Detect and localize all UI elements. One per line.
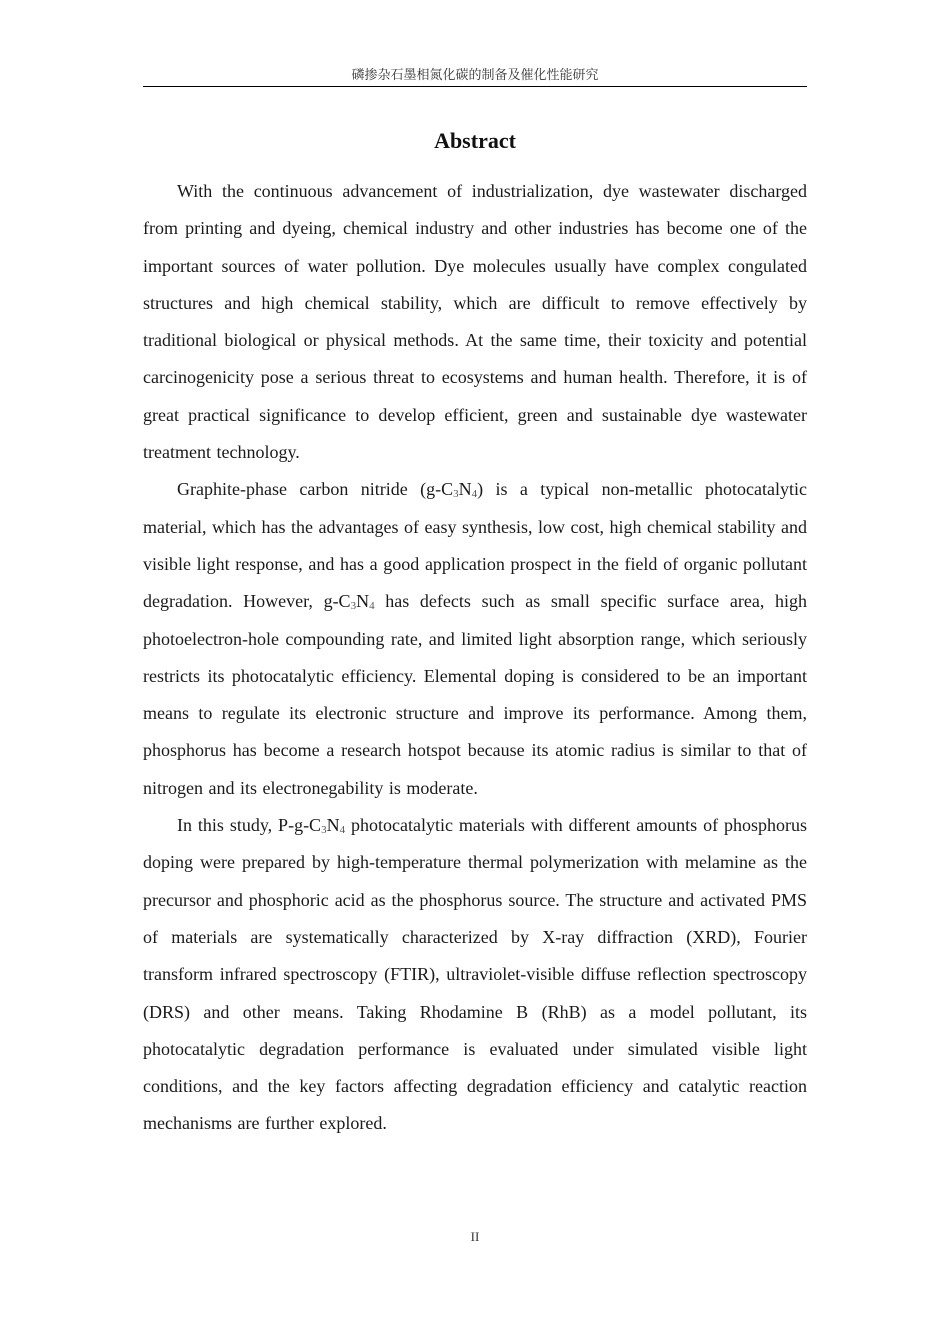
text-run: Graphite-phase carbon nitride (g-C (177, 479, 454, 500)
abstract-paragraph-2 (143, 471, 807, 807)
subscript: 3 (321, 824, 327, 837)
text-run: N (326, 815, 340, 836)
text-run: In this study, P-g-C (177, 815, 322, 836)
text-run: N (458, 479, 472, 500)
text-run: has defects such as small specific surface area, high photoelectron-hole compounding rate, and limited light absorption range, which seriously restricts its photocatalytic efficiency. Elemental doping is considered to be an important means to regulate its electronic structure and improve its performance. Among them, phosphorus has become a research hotspot because its atomic radius is similar to that of nitrogen and its electronegability is moderate. (143, 591, 808, 798)
abstract-paragraph-3 (143, 807, 807, 1143)
running-header: 磷掺杂石墨相氮化碳的制备及催化性能研究 (143, 66, 807, 87)
subscript: 3 (350, 600, 357, 613)
text-run: ) is a typical non-metallic photocatalytic material, which has the advantages of easy synthesis, low cost, high chemical stability and visible light response, and has a good application prospect in the field of organic pollutant degradation. However, g-C (143, 479, 808, 612)
subscript: 4 (339, 824, 346, 837)
abstract-body (143, 173, 807, 1143)
subscript: 4 (471, 488, 478, 501)
abstract-paragraph-1: With the continuous advancement of industrialization, dye wastewater discharged from printing and dyeing, chemical industry and other industries has become one of the important sources of water pollution. Dye molecules usually have complex congulated structures and high chemical stability, which are difficult to remove effectively by traditional biological or physical methods. At the same time, their toxicity and potential carcinogenicity pose a serious threat to ecosystems and human health. Therefore, it is of great practical significance to develop efficient, green and sustainable dye wastewater treatment technology. (143, 181, 807, 463)
abstract-title: Abstract (434, 128, 516, 153)
text-run: photocatalytic materials with different amounts of phosphorus doping were prepared by high-temperature thermal polymerization with melamine as the precursor and phosphoric acid as the phosphorus source. The structure and activated PMS of materials are systematically characterized by X-ray diffraction (XRD), Fourier transform infrared spectroscopy (FTIR), ultraviolet-visible diffuse reflection spectroscopy (DRS) and other means. Taking Rhodamine B (RhB) as a model pollutant, its photocatalytic degradation performance is evaluated under simulated visible light conditions, and the key factors affecting degradation efficiency and catalytic reaction mechanisms are further explored. (143, 815, 807, 1134)
subscript: 4 (369, 600, 375, 613)
subscript: 3 (453, 488, 459, 501)
text-run: N (356, 591, 370, 612)
page-number: II (470, 1229, 480, 1244)
